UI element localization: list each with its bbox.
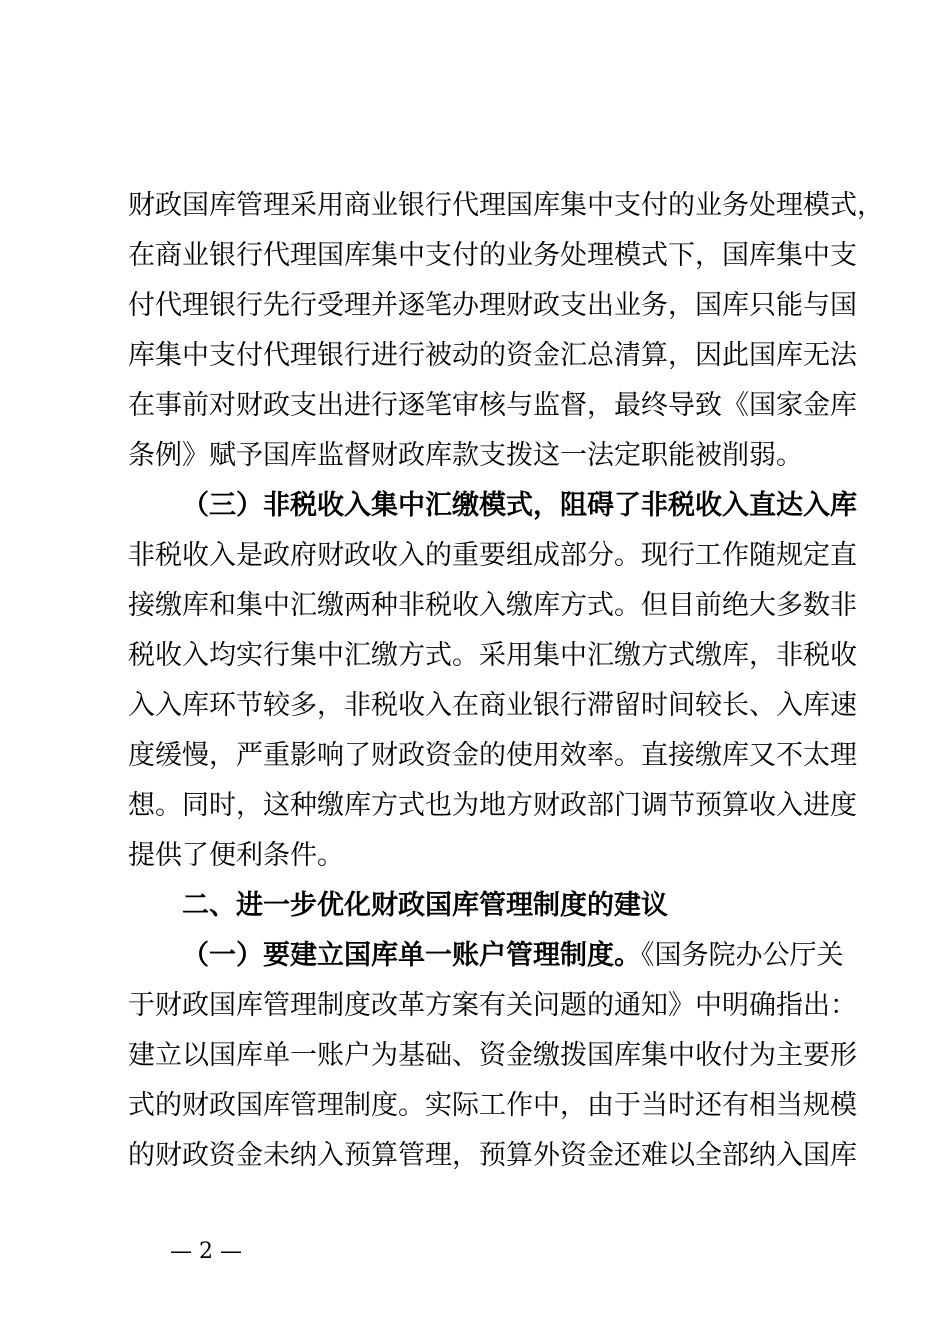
- paragraph-line: 建立以国库单一账户为基础、资金缴拨国库集中收付为主要形: [128, 1040, 857, 1071]
- paragraph-line: 于财政国库管理制度改革方案有关问题的通知》中明确指出：: [128, 990, 857, 1021]
- page-number: — 2 —: [170, 1239, 242, 1264]
- chapter-heading: 二、进一步优化财政国库管理制度的建议: [182, 890, 668, 921]
- paragraph-line: 非税收入是政府财政收入的重要组成部分。现行工作随规定直: [128, 540, 857, 571]
- paragraph-line: 入入库环节较多，非税收入在商业银行滞留时间较长、入库速: [128, 690, 857, 721]
- paragraph-line: 式的财政国库管理制度。实际工作中，由于当时还有相当规模: [128, 1090, 857, 1121]
- paragraph-line: 想。同时，这种缴库方式也为地方财政部门调节预算收入进度: [128, 790, 857, 821]
- paragraph-line: 财政国库管理采用商业银行代理国库集中支付的业务处理模式，: [128, 190, 884, 221]
- item-heading: （一）要建立国库单一账户管理制度。: [182, 940, 641, 971]
- paragraph-line: 提供了便利条件。: [128, 840, 344, 871]
- paragraph-line: 付代理银行先行受理并逐笔办理财政支出业务，国库只能与国: [128, 290, 857, 321]
- paragraph-line: 税收入均实行集中汇缴方式。采用集中汇缴方式缴库，非税收: [128, 640, 857, 671]
- item-heading-line: [182, 936, 844, 976]
- paragraph-line: 的财政资金未纳入预算管理，预算外资金还难以全部纳入国库: [128, 1140, 857, 1171]
- item-lead-text: 《国务院办公厅关: [641, 940, 844, 971]
- paragraph-line: 度缓慢，严重影响了财政资金的使用效率。直接缴库又不太理: [128, 740, 857, 771]
- paragraph-line: 接缴库和集中汇缴两种非税收入缴库方式。但目前绝大多数非: [128, 590, 857, 621]
- section-heading: （三）非税收入集中汇缴模式，阻碍了非税收入直达入库: [182, 490, 857, 521]
- paragraph-line: 在商业银行代理国库集中支付的业务处理模式下，国库集中支: [128, 240, 857, 271]
- paragraph-line: 在事前对财政支出进行逐笔审核与监督，最终导致《国家金库: [128, 390, 857, 421]
- paragraph-line: 条例》赋予国库监督财政库款支拨这一法定职能被削弱。: [128, 440, 803, 471]
- paragraph-line: 库集中支付代理银行进行被动的资金汇总清算，因此国库无法: [128, 340, 857, 371]
